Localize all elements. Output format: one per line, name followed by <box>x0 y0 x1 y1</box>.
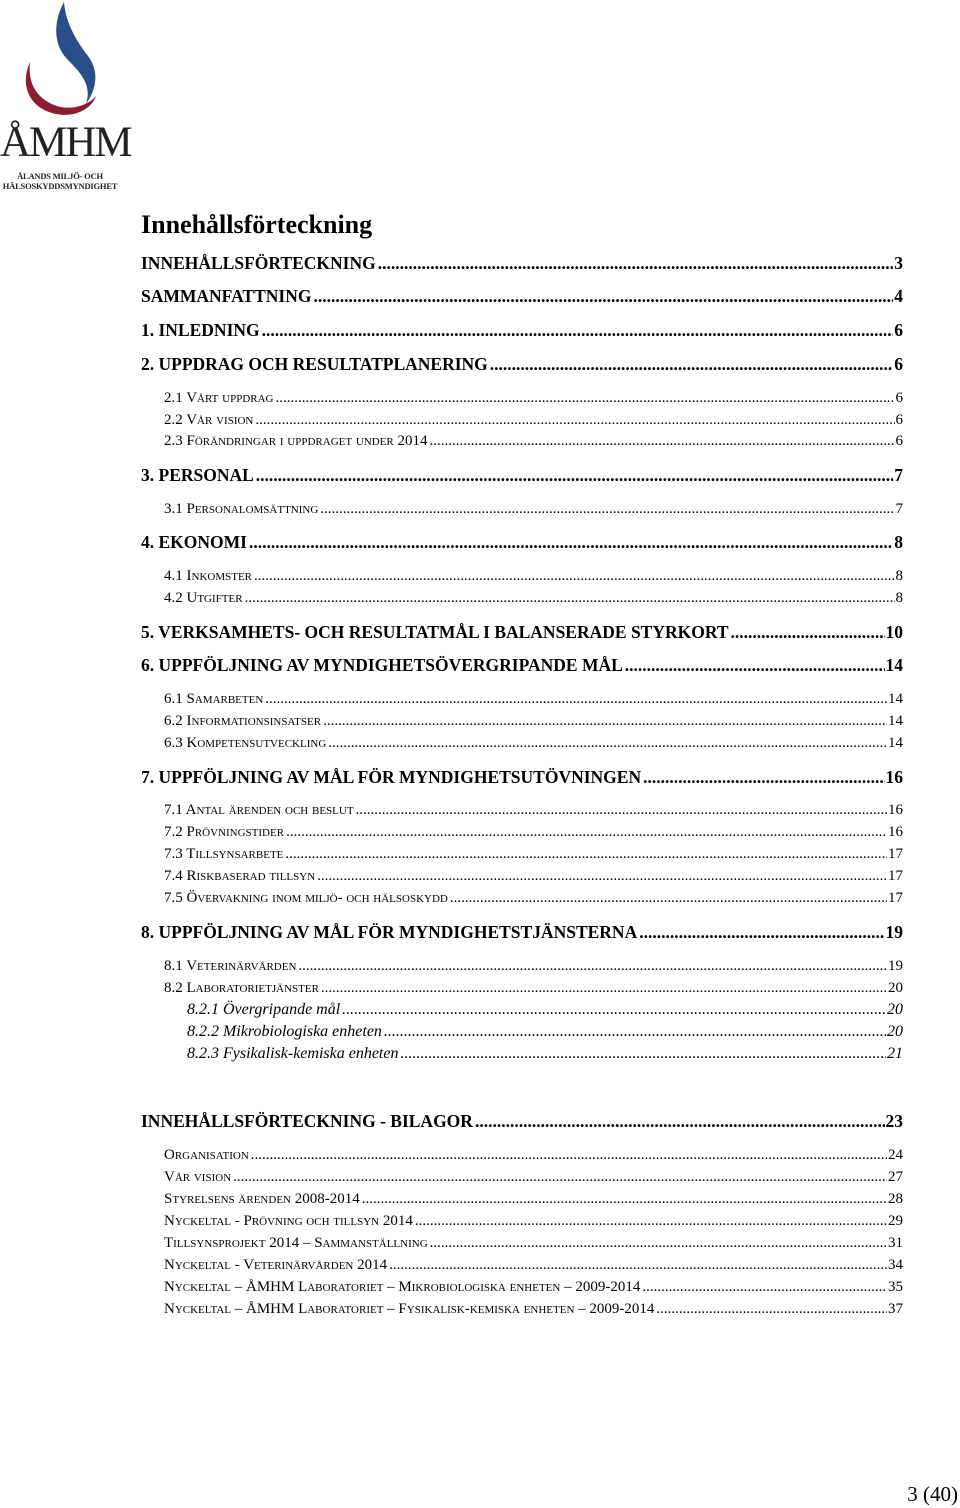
toc-entry[interactable]: Tillsynsprojekt 2014 – Sammanställning ..... 31 <box>164 1233 903 1253</box>
toc-entry[interactable]: 7.1 Antal ärenden och beslut ..... 16 <box>164 800 903 820</box>
toc-entry[interactable]: Nyckeltal – ÅMHM Laboratoriet – Mikrobiologiska enheten – 2009-2014 ..... 35 <box>164 1277 903 1297</box>
toc-entry[interactable]: 8. UPPFÖLJNING AV MÅL FÖR MYNDIGHETSTJÄNSTERNA ..... 19 <box>141 920 903 944</box>
toc-entry[interactable]: Nyckeltal - Veterinärvården 2014 ..... 34 <box>164 1255 903 1275</box>
toc-entry[interactable]: 2.2 Vår vision ..... 6 <box>164 410 903 430</box>
toc-entry[interactable]: 7.5 Övervakning inom miljö- och hälsoskydd ..... 17 <box>164 888 903 908</box>
toc-entry[interactable]: 8.2.3 Fysikalisk-kemiska enheten ..... 21 <box>187 1043 903 1064</box>
toc-entry[interactable]: 2.3 Förändringar i uppdraget under 2014 ..... 6 <box>164 431 903 451</box>
toc-entry[interactable]: INNEHÅLLSFÖRTECKNING ..... 3 <box>141 251 903 275</box>
toc-entry[interactable]: Nyckeltal - Prövning och tillsyn 2014 ..... 29 <box>164 1211 903 1231</box>
toc-entry[interactable]: 6.1 Samarbeten ..... 14 <box>164 689 903 709</box>
logo-subtitle-line1: ÅLANDS MILJÖ- OCH <box>17 171 103 181</box>
toc-entry[interactable]: Organisation ..... 24 <box>164 1145 903 1165</box>
toc-entry[interactable]: 6. UPPFÖLJNING AV MYNDIGHETSÖVERGRIPANDE MÅL ..... 14 <box>141 653 903 677</box>
toc-entry[interactable]: 7.2 Prövningstider ..... 16 <box>164 822 903 842</box>
toc-entry[interactable]: INNEHÅLLSFÖRTECKNING - BILAGOR ..... 23 <box>141 1109 903 1133</box>
toc-entry[interactable]: 6.3 Kompetensutveckling ..... 14 <box>164 733 903 753</box>
toc-entry[interactable]: 7. UPPFÖLJNING AV MÅL FÖR MYNDIGHETSUTÖVNINGEN ..... 16 <box>141 765 903 789</box>
logo-wordmark: ÅMHM <box>0 119 131 166</box>
toc-entry[interactable]: SAMMANFATTNING ..... 4 <box>141 284 903 308</box>
toc-entry[interactable]: 8.2 Laboratorietjänster ..... 20 <box>164 978 903 998</box>
toc-entry[interactable]: 1. INLEDNING ..... 6 <box>141 318 903 342</box>
toc-entry[interactable]: 8.2.1 Övergripande mål ..... 20 <box>187 999 903 1020</box>
logo-subtitle-line2: HÄLSOSKYDDSMYNDIGHET <box>2 181 118 191</box>
toc-entry[interactable]: 8.2.2 Mikrobiologiska enheten ..... 20 <box>187 1021 903 1042</box>
toc-heading: Innehållsförteckning <box>141 210 373 239</box>
toc-entry[interactable]: 5. VERKSAMHETS- OCH RESULTATMÅL I BALANSERADE STYRKORT ..... 10 <box>141 620 903 644</box>
toc-entry[interactable]: 2. UPPDRAG OCH RESULTATPLANERING ..... 6 <box>141 352 903 376</box>
toc-entry[interactable]: 7.3 Tillsynsarbete ..... 17 <box>164 844 903 864</box>
toc-entry[interactable]: 4.2 Utgifter ..... 8 <box>164 588 903 608</box>
toc-entry[interactable]: Styrelsens ärenden 2008-2014 ..... 28 <box>164 1189 903 1209</box>
toc-entry[interactable]: 2.1 Vårt uppdrag ..... 6 <box>164 388 903 408</box>
toc-entry[interactable]: 6.2 Informationsinsatser ..... 14 <box>164 711 903 731</box>
toc-entry[interactable]: 7.4 Riskbaserad tillsyn ..... 17 <box>164 866 903 886</box>
page-number: 3 (40) <box>907 1482 958 1506</box>
toc-entry[interactable]: 8.1 Veterinärvården ..... 19 <box>164 956 903 976</box>
toc-entry[interactable]: 4. EKONOMI ..... 8 <box>141 530 903 554</box>
toc-entry[interactable]: 4.1 Inkomster ..... 8 <box>164 566 903 586</box>
toc-entry[interactable]: Nyckeltal – ÅMHM Laboratoriet – Fysikalisk-kemiska enheten – 2009-2014 ..... 37 <box>164 1299 903 1319</box>
toc-entry[interactable]: 3.1 Personalomsättning ..... 7 <box>164 499 903 519</box>
toc-entry[interactable]: 3. PERSONAL ..... 7 <box>141 463 903 487</box>
toc-entry[interactable]: Vår vision ..... 27 <box>164 1167 903 1187</box>
